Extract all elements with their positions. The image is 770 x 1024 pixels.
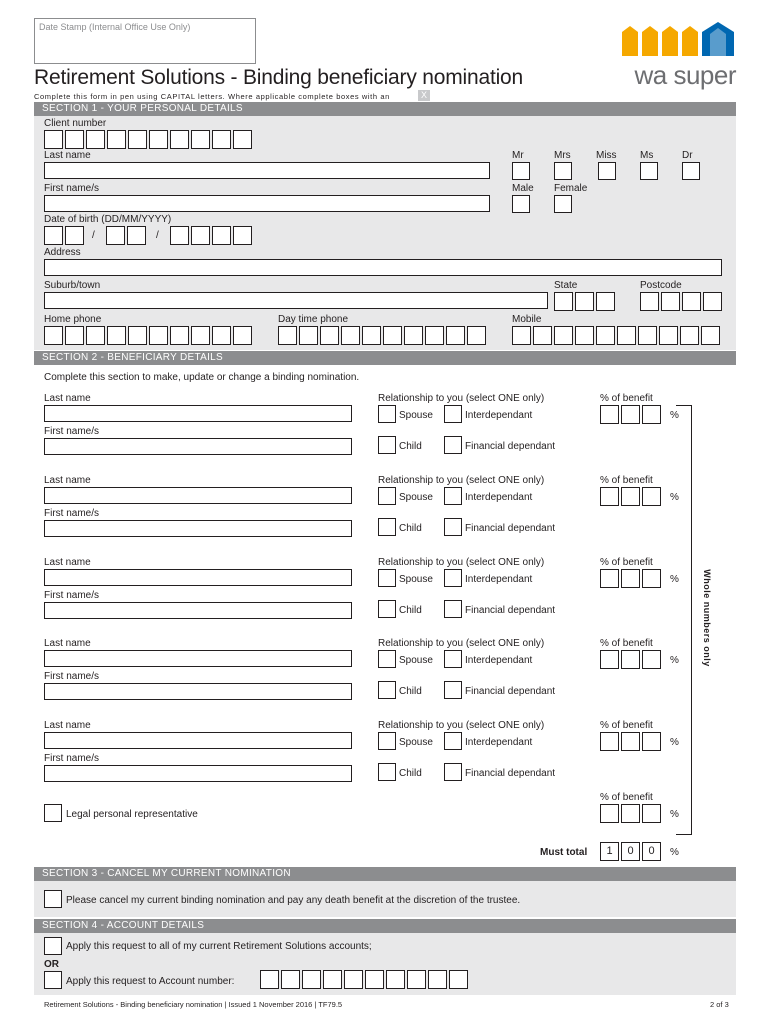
address-input[interactable] [44,259,722,276]
relationship-label: Relationship to you (select ONE only) [378,557,545,568]
beneficiary-last-name-input[interactable] [44,487,352,504]
title-mr-checkbox[interactable] [512,162,530,180]
dob-slash-1: / [92,230,95,241]
mobile-field[interactable] [512,326,722,345]
beneficiary-first-names-input[interactable] [44,683,352,700]
beneficiary-first-names-label: First name/s [44,671,100,682]
title-dr-label: Dr [682,150,693,161]
financial-dependant-label: Financial dependant [465,768,556,779]
child-label: Child [399,605,422,616]
financial-dependant-label: Financial dependant [465,686,556,697]
suburb-input[interactable] [44,292,548,309]
interdependant-checkbox[interactable] [444,650,462,668]
apply-account-label: Apply this request to Account number: [66,976,235,987]
total-digit: 0 [621,842,640,861]
title-mrs-checkbox[interactable] [554,162,572,180]
financial-dependant-label: Financial dependant [465,441,556,452]
cancel-nomination-label: Please cancel my current binding nomination and pay any death benefit at the discretion of the trustee. [66,895,521,906]
interdependant-checkbox[interactable] [444,732,462,750]
financial-dependant-checkbox[interactable] [444,681,462,699]
section2-heading: SECTION 2 - BENEFICIARY DETAILS [34,351,736,365]
percent-benefit-label: % of benefit [600,638,653,649]
apply-all-checkbox[interactable] [44,937,62,955]
percent-benefit-field[interactable] [600,650,663,669]
child-checkbox[interactable] [378,600,396,618]
legal-rep-percent-label: % of benefit [600,792,653,803]
footer-text: Retirement Solutions - Binding beneficiary nomination | Issued 1 November 2016 | TF79.5 [44,1000,343,1009]
title-miss-checkbox[interactable] [598,162,616,180]
section1-heading: SECTION 1 - YOUR PERSONAL DETAILS [34,102,736,116]
or-label: OR [44,959,59,970]
interdependant-label: Interdependant [465,410,533,421]
percent-benefit-field[interactable] [600,732,663,751]
financial-dependant-checkbox[interactable] [444,763,462,781]
state-field[interactable] [554,292,617,311]
child-checkbox[interactable] [378,518,396,536]
spouse-checkbox[interactable] [378,732,396,750]
last-name-label: Last name [44,150,91,161]
client-number-label: Client number [44,118,107,129]
legal-rep-percent-field[interactable] [600,804,663,823]
legal-rep-label: Legal personal representative [66,809,198,820]
beneficiary-last-name-label: Last name [44,557,91,568]
spouse-label: Spouse [399,737,433,748]
title-ms-checkbox[interactable] [640,162,658,180]
legal-rep-percent-sign: % [670,809,679,820]
percent-sign: % [670,492,679,503]
beneficiary-last-name-input[interactable] [44,732,352,749]
apply-all-label: Apply this request to all of my current Retirement Solutions accounts; [66,941,372,952]
beneficiary-first-names-label: First name/s [44,426,100,437]
dob-year-field[interactable] [170,226,254,245]
x-mark-icon: X [418,90,430,101]
total-digit: 0 [642,842,661,861]
gender-male-label: Male [512,183,534,194]
beneficiary-last-name-input[interactable] [44,650,352,667]
percent-sign: % [670,410,679,421]
first-names-input[interactable] [44,195,490,212]
title-dr-checkbox[interactable] [682,162,700,180]
date-stamp-label: Date Stamp (Internal Office Use Only) [39,22,191,32]
child-label: Child [399,686,422,697]
interdependant-label: Interdependant [465,655,533,666]
interdependant-label: Interdependant [465,737,533,748]
financial-dependant-checkbox[interactable] [444,600,462,618]
home-phone-label: Home phone [44,314,102,325]
page-number: 2 of 3 [710,1000,729,1009]
spouse-label: Spouse [399,492,433,503]
section3-heading: SECTION 3 - CANCEL MY CURRENT NOMINATION [34,867,736,881]
percent-benefit-label: % of benefit [600,720,653,731]
wa-super-logo [618,22,736,92]
day-phone-label: Day time phone [278,314,349,325]
section2-intro: Complete this section to make, update or change a binding nomination. [44,372,360,383]
postcode-field[interactable] [640,292,724,311]
client-number-field[interactable] [44,130,254,149]
day-phone-field[interactable] [278,326,488,345]
dob-day-field[interactable] [44,226,86,245]
percent-sign: % [670,574,679,585]
percent-bracket [676,405,692,835]
title-mr-label: Mr [512,150,524,161]
beneficiary-first-names-label: First name/s [44,753,100,764]
dob-month-field[interactable] [106,226,148,245]
spouse-checkbox[interactable] [378,405,396,423]
relationship-label: Relationship to you (select ONE only) [378,638,545,649]
interdependant-label: Interdependant [465,492,533,503]
date-stamp-box [34,18,256,64]
relationship-label: Relationship to you (select ONE only) [378,720,545,731]
suburb-label: Suburb/town [44,280,101,291]
title-miss-label: Miss [596,150,617,161]
percent-benefit-label: % of benefit [600,557,653,568]
beneficiary-first-names-label: First name/s [44,508,100,519]
title-mrs-label: Mrs [554,150,571,161]
logo-text: wa super [634,60,736,90]
spouse-checkbox[interactable] [378,569,396,587]
postcode-label: Postcode [640,280,682,291]
account-number-field[interactable] [260,970,470,989]
beneficiary-last-name-label: Last name [44,475,91,486]
spouse-label: Spouse [399,655,433,666]
instructions: Complete this form in pen using CAPITAL letters. Where applicable complete boxes with an [34,92,390,101]
financial-dependant-checkbox[interactable] [444,436,462,454]
beneficiary-first-names-input[interactable] [44,765,352,782]
child-label: Child [399,768,422,779]
beneficiary-first-names-input[interactable] [44,520,352,537]
legal-rep-checkbox[interactable] [44,804,62,822]
relationship-label: Relationship to you (select ONE only) [378,475,545,486]
beneficiary-last-name-label: Last name [44,393,91,404]
section4-heading: SECTION 4 - ACCOUNT DETAILS [34,919,736,933]
interdependant-checkbox[interactable] [444,405,462,423]
logo-mark-icon [618,22,736,60]
whole-numbers-note: Whole numbers only [702,569,712,667]
page-title: Retirement Solutions - Binding beneficiary nomination [34,66,524,89]
spouse-checkbox[interactable] [378,487,396,505]
interdependant-label: Interdependant [465,574,533,585]
state-label: State [554,280,578,291]
percent-benefit-field[interactable] [600,569,663,588]
financial-dependant-label: Financial dependant [465,523,556,534]
child-checkbox[interactable] [378,436,396,454]
interdependant-checkbox[interactable] [444,487,462,505]
interdependant-checkbox[interactable] [444,569,462,587]
dob-label: Date of birth (DD/MM/YYYY) [44,214,172,225]
child-label: Child [399,441,422,452]
child-checkbox[interactable] [378,763,396,781]
spouse-checkbox[interactable] [378,650,396,668]
beneficiary-first-names-input[interactable] [44,438,352,455]
cancel-nomination-checkbox[interactable] [44,890,62,908]
financial-dependant-label: Financial dependant [465,605,556,616]
child-label: Child [399,523,422,534]
beneficiary-last-name-input[interactable] [44,405,352,422]
percent-benefit-field[interactable] [600,405,663,424]
gender-female-label: Female [554,183,588,194]
beneficiary-last-name-label: Last name [44,720,91,731]
must-total-percent-sign: % [670,847,679,858]
dob-slash-2: / [156,230,159,241]
beneficiary-last-name-input[interactable] [44,569,352,586]
address-label: Address [44,247,81,258]
mobile-label: Mobile [512,314,542,325]
beneficiary-first-names-label: First name/s [44,590,100,601]
beneficiary-last-name-label: Last name [44,638,91,649]
spouse-label: Spouse [399,574,433,585]
percent-benefit-field[interactable] [600,487,663,506]
relationship-label: Relationship to you (select ONE only) [378,393,545,404]
total-digit: 1 [600,842,619,861]
gender-male-checkbox[interactable] [512,195,530,213]
title-ms-label: Ms [640,150,654,161]
financial-dependant-checkbox[interactable] [444,518,462,536]
percent-sign: % [670,737,679,748]
percent-sign: % [670,655,679,666]
must-total-label: Must total [540,847,588,858]
spouse-label: Spouse [399,410,433,421]
percent-benefit-label: % of benefit [600,475,653,486]
gender-female-checkbox[interactable] [554,195,572,213]
child-checkbox[interactable] [378,681,396,699]
home-phone-field[interactable] [44,326,254,345]
percent-benefit-label: % of benefit [600,393,653,404]
apply-account-checkbox[interactable] [44,971,62,989]
last-name-input[interactable] [44,162,490,179]
beneficiary-first-names-input[interactable] [44,602,352,619]
first-names-label: First name/s [44,183,100,194]
must-total-field [600,842,663,861]
